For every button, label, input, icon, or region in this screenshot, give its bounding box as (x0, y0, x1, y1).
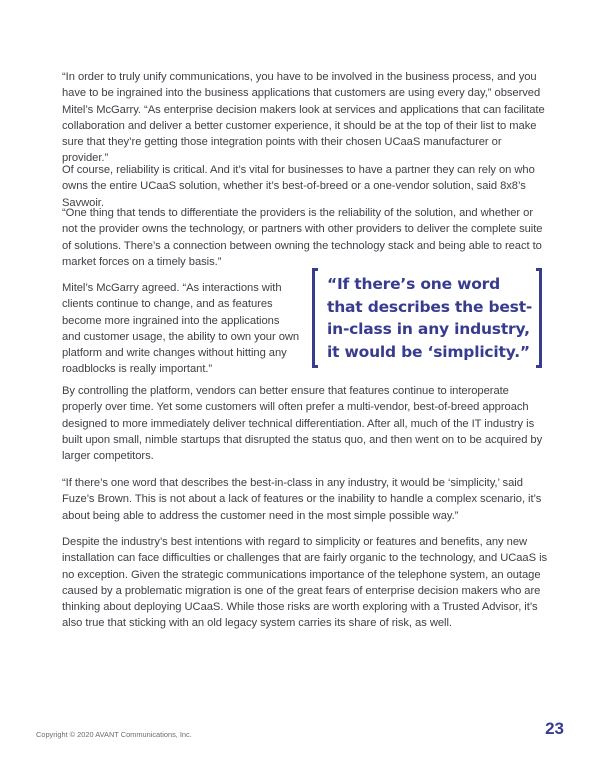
paragraph-text: Of course, reliability is critical. And it’s vital for businesses to have a partner they can rely on who owns the entire UCaaS solution, whether it’s best-of-breed or a one-vendor solution, said 8x8’s Savwoir. (62, 164, 535, 209)
paragraph-text: “In order to truly unify communications, you have to be involved in the business process, and you have to be ingrained into the business applications that customers are using every day,” observed Mitel’s McGarry. “As enterprise decision makers look at services and applications that can facilitate collaboration and deliver a better customer experience, it should be at the top of their list to make sure that they’re getting those integration points with their chosen UCaaS manufacturer or provider.” (62, 71, 545, 165)
paragraph-text: “One thing that tends to differentiate the providers is the reliability of the solution, and whether or not the provider owns the technology, or partners with other providers to deliver the complete suite of solutions. There’s a connection between owning the technology stack and being able to react to market forces on a timely basis.” (62, 207, 543, 268)
page-number: 23 (545, 719, 564, 738)
paragraph-text: By controlling the platform, vendors can better ensure that features continue to interoperate properly over time. Yet some customers will often prefer a multi-vendor, best-of-breed approach designed to more immediately deliver technical differentiation. After all, much of the IT industry is built upon small, nimble startups that disrupted the status quo, and then went on to be acquired by larger competitors. (62, 385, 543, 463)
footer-copyright: Copyright © 2020 AVANT Communications, Inc. (36, 730, 192, 739)
paragraph-differentiation (62, 205, 548, 270)
paragraph-reliability (62, 162, 548, 211)
paragraph-mcgarry-integration (62, 69, 548, 167)
paragraph-text: Despite the industry’s best intentions with regard to simplicity or features and benefits, any new installation can face difficulties or challenges that are fairly organic to the technology, and UCaaS is no exception. Given the strategic communications importance of the telephone system, an outage caused by a problematic migration is one of the great fears of enterprise decision makers who are thinking about deploying UCaaS. While those risks are worth exploring with a Trusted Advisor, it’s also true that sticking with an old legacy system carries its share of risk, as well. (62, 536, 548, 630)
paragraph-controlling-platform (62, 383, 548, 464)
paragraph-text: Mitel’s McGarry agreed. “As interactions with clients continue to change, and as features become more ingrained into the applications and customer usage, the ability to own your own platform and write changes without hitting any roadblocks is really important.” (62, 282, 300, 376)
paragraph-mcgarry-agreed (62, 280, 300, 378)
pull-quote-left-bracket (312, 268, 318, 368)
pull-quote (312, 268, 542, 368)
paragraph-text: “If there’s one word that describes the best-in-class in any industry, it would be ‘simplicity,’ said Fuze’s Brown. This is not about a lack of features or the inability to handle a complex scenario, it’s about being able to address the customer need in the most simple possible way.” (62, 477, 542, 522)
pull-quote-text: “If there’s one word that describes the best-in-class in any industry, it would be ‘simplicity.” (327, 275, 533, 361)
paragraph-migration-risk (62, 534, 548, 632)
paragraph-simplicity-quote (62, 475, 548, 524)
pull-quote-right-bracket (536, 268, 542, 368)
